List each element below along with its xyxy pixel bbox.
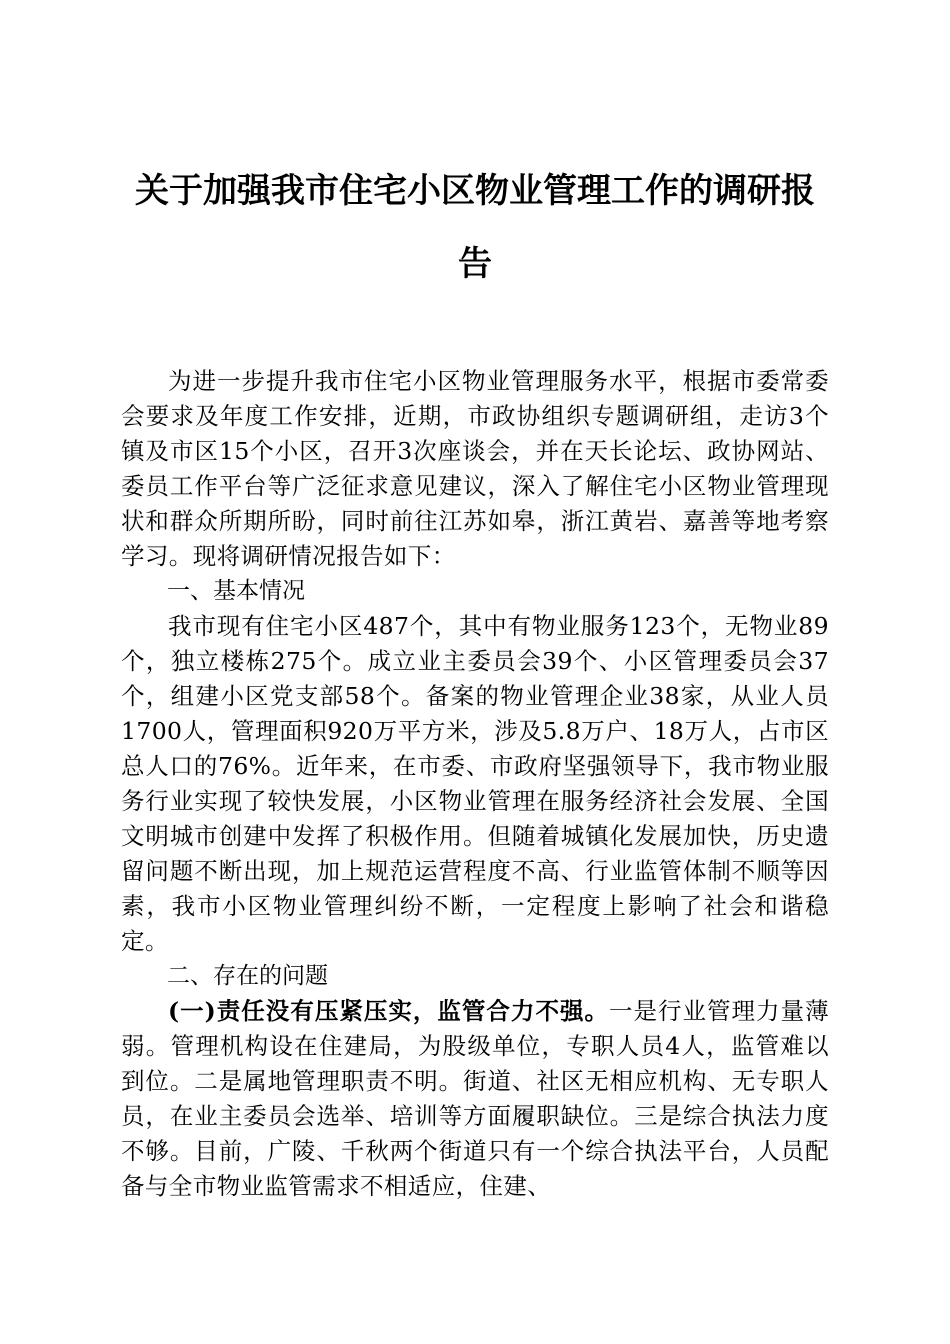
basic-situation-paragraph: 我市现有住宅小区487个，其中有物业服务123个，无物业89个，独立楼栋275个。成立业主委员会39个、小区管理委员会37个，组建小区党支部58个。备案的物业管理企业38家，从业人员1700人，管理面积920万平方米，涉及5.8万户、18万人，占市区总人口的76%。近年来，在市委、市政府坚强领导下，我市物业服务行业实现了较快发展，小区物业管理在服务经济社会发展、全国文明城市创建中发挥了积极作用。但随着城镇化发展加快，历史遗留问题不断出现，加上规范运营程度不高、行业监管体制不顺等因素，我市小区物业管理纠纷不断，一定程度上影响了社会和谐稳定。 bbox=[121, 612, 829, 955]
document-title-line-2: 告 bbox=[458, 244, 492, 284]
problem-item-1-lead: (一)责任没有压紧压实，监管合力不强。 bbox=[168, 997, 609, 1025]
document-body bbox=[121, 364, 829, 1204]
section-heading-existing-problems: 二、存在的问题 bbox=[167, 963, 328, 989]
section-heading-basic-situation: 一、基本情况 bbox=[167, 578, 305, 604]
document-title-line-1: 关于加强我市住宅小区物业管理工作的调研报 bbox=[135, 171, 815, 211]
problem-item-1-paragraph bbox=[121, 994, 829, 1204]
intro-paragraph: 为进一步提升我市住宅小区物业管理服务水平，根据市委常委会要求及年度工作安排，近期，市政协组织专题调研组，走访3个镇及市区15个小区，召开3次座谈会，并在天长论坛、政协网站、委员工作平台等广泛征求意见建议，深入了解住宅小区物业管理现状和群众所期所盼，同时前往江苏如皋，浙江黄岩、嘉善等地考察学习。现将调研情况报告如下： bbox=[121, 367, 829, 570]
problem-item-1-text: 一是行业管理力量薄弱。管理机构设在住建局，为股级单位，专职人员4人，监管难以到位。二是属地管理职责不明。街道、社区无相应机构、无专职人员，在业主委员会选举、培训等方面履职缺位。三是综合执法力度不够。目前，广陵、千秋两个街道只有一个综合执法平台，人员配备与全市物业监管需求不相适应，住建、 bbox=[121, 997, 829, 1200]
